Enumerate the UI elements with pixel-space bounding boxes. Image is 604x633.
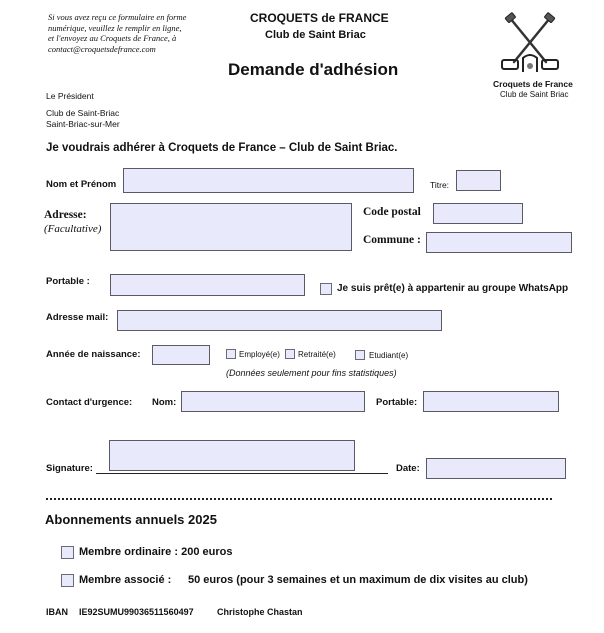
emergency-name-label: Nom:: [152, 397, 177, 408]
ordinary-member-checkbox[interactable]: [61, 546, 74, 559]
mobile-label: Portable :: [46, 276, 90, 287]
mobile-input[interactable]: [111, 275, 304, 295]
emergency-mobile-label: Portable:: [376, 397, 418, 408]
iban-label: IBAN: [46, 607, 68, 617]
title-field[interactable]: [456, 170, 501, 191]
account-holder: Christophe Chastan: [217, 607, 303, 617]
postcode-label: Code postal: [363, 206, 421, 218]
employed-label: Employé(e): [239, 350, 280, 359]
emergency-name-field[interactable]: [181, 391, 365, 412]
club-name: Club de Saint Briac: [265, 29, 366, 41]
associate-member-detail: 50 euros (pour 3 semaines et un maximum de dix visites au club): [188, 574, 528, 586]
email-input[interactable]: [118, 311, 441, 330]
emergency-label: Contact d'urgence:: [46, 397, 133, 408]
commune-input[interactable]: [427, 233, 571, 252]
address-field[interactable]: [110, 203, 352, 251]
logo-caption: Croquets de France: [493, 79, 573, 89]
whatsapp-label: Je suis prêt(e) à appartenir au groupe WhatsApp: [337, 283, 569, 294]
title-input[interactable]: [457, 171, 500, 190]
name-label: Nom et Prénom: [46, 179, 117, 190]
page-title: Demande d'adhésion: [228, 60, 399, 79]
retired-checkbox[interactable]: [285, 349, 295, 359]
postcode-input[interactable]: [434, 204, 522, 223]
postcode-field[interactable]: [433, 203, 523, 224]
address-label: Adresse:: [44, 209, 87, 221]
recipient-line: Le Président: [46, 91, 94, 101]
email-label: Adresse mail:: [46, 312, 109, 323]
croquet-mallets-icon: [500, 12, 560, 76]
email-field[interactable]: [117, 310, 442, 331]
note-line: Si vous avez reçu ce formulaire en forme: [48, 12, 187, 22]
signature-input[interactable]: [110, 441, 354, 470]
org-name: CROQUETS de FRANCE: [250, 11, 389, 25]
subscriptions-heading: Abonnements annuels 2025: [45, 512, 217, 527]
stats-note: (Données seulement pour fins statistiques): [226, 368, 397, 378]
recipient-line: Saint-Briac-sur-Mer: [46, 119, 120, 129]
birth-year-input[interactable]: [153, 346, 209, 364]
ordinary-member-label: Membre ordinaire : 200 euros: [79, 546, 233, 558]
address-input[interactable]: [111, 204, 351, 250]
name-field[interactable]: [123, 168, 414, 193]
commune-field[interactable]: [426, 232, 572, 253]
employed-checkbox[interactable]: [226, 349, 236, 359]
name-input[interactable]: [124, 169, 413, 192]
note-line: numérique, veuillez le remplir en ligne,: [48, 22, 182, 33]
emergency-name-input[interactable]: [182, 392, 364, 411]
commune-label: Commune :: [363, 234, 421, 246]
club-logo: [500, 12, 560, 76]
whatsapp-checkbox[interactable]: [320, 283, 332, 295]
note-line: contact@croquetsdefrance.com: [48, 43, 156, 54]
birth-year-label: Année de naissance:: [46, 349, 141, 360]
emergency-mobile-input[interactable]: [424, 392, 558, 411]
date-field[interactable]: [426, 458, 566, 479]
address-optional-label: (Facultative): [44, 223, 102, 235]
signature-field[interactable]: [109, 440, 355, 471]
birth-year-field[interactable]: [152, 345, 210, 365]
associate-member-label: Membre associé :: [79, 574, 172, 586]
iban-value: IE92SUMU99036511560497: [79, 607, 194, 617]
retired-label: Retraité(e): [298, 350, 336, 359]
recipient-line: Club de Saint-Briac: [46, 108, 120, 118]
signature-line: [96, 473, 388, 474]
emergency-mobile-field[interactable]: [423, 391, 559, 412]
intro-text: Je voudrais adhérer à Croquets de France – Club de Saint Briac.: [46, 142, 398, 154]
associate-member-checkbox[interactable]: [61, 574, 74, 587]
student-checkbox[interactable]: [355, 350, 365, 360]
student-label: Etudiant(e): [369, 351, 409, 360]
dotted-separator: [46, 498, 552, 500]
signature-label: Signature:: [46, 463, 93, 474]
logo-subcaption: Club de Saint Briac: [500, 90, 569, 99]
date-label: Date:: [396, 463, 420, 474]
mobile-field[interactable]: [110, 274, 305, 296]
title-label: Titre:: [430, 180, 450, 190]
instructions-note: [48, 12, 186, 54]
date-input[interactable]: [427, 459, 565, 478]
note-line: et l'envoyez au Croquets de France, à: [48, 33, 177, 43]
